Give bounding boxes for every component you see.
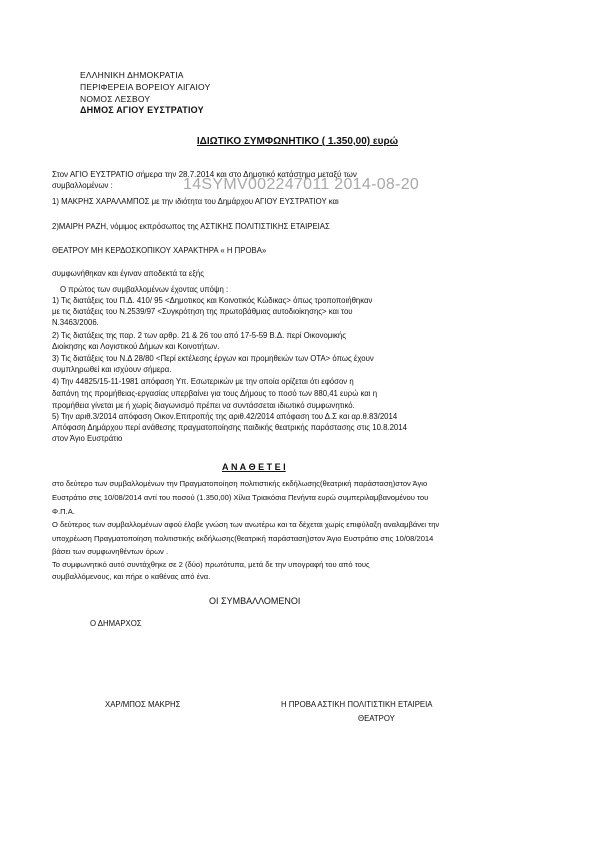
consideration-line: 1) Τις διατάξεις του Π.Δ. 410/ 95 <Δημοτικος και Κοινοτικός Κώδικας> όπως τροποποιήθηκαν	[52, 296, 373, 305]
consideration-line: Απόφαση Δημάρχου περί ανάθεσης πραγματοποίησης παιδικής θεατρικής παράστασης στις 10.8.2014	[52, 423, 407, 432]
consideration-line: συμπληρωθεί και ισχύουν σήμερα.	[52, 365, 172, 374]
party-2-continued: ΘΕΑΤΡΟΥ ΜΗ ΚΕΡΔΟΣΚΟΠΙΚΟΥ ΧΑΡΑΚΤΗΡΑ « Η ΠΡΟΒΑ»	[52, 246, 267, 255]
intro-line-1: Στον ΑΓΙΟ ΕΥΣΤΡΑΤΙΟ σήμερα την 28.7.2014 και στο Δημοτικό κατάστημα μεταξύ των	[52, 170, 357, 179]
header-republic: ΕΛΛΗΝΙΚΗ ΔΗΜΟΚΡΑΤΙΑ	[80, 70, 184, 80]
consideration-line: 4) Την 44825/15-11-1981 απόφαση Υπ. Εσωτερικών με την οποία ορίζεται ότι εφόσον η	[52, 377, 354, 386]
consideration-line: 2) Τις διατάξεις της παρ. 2 των αρθρ. 21 & 26 του από 17-5-59 Β.Δ. περί Οικονομικής	[52, 331, 347, 340]
company-name: Η ΠΡΟΒΑ ΑΣΤΙΚΗ ΠΟΛΙΤΙΣΤΙΚΗ ΕΤΑΙΡΕΙΑ	[281, 700, 433, 709]
consideration-line: Διοίκησης και Λογιστικού Δήμων και Κοινοτήτων.	[52, 342, 220, 351]
party-2: 2)ΜΑΙΡΗ ΡΑΖΗ, νόμιμος εκπρόσωπος της ΑΣΤΙΚΗΣ ΠΟΛΙΤΙΣΤΙΚΗΣ ΕΤΑΙΡΕΙΑΣ	[52, 222, 330, 231]
header-municipality: ΔΗΜΟΣ ΑΓΙΟΥ ΕΥΣΤΡΑΤΙΟΥ	[80, 105, 204, 115]
signatories-heading: ΟΙ ΣΥΜΒΑΛΛΟΜΕΝΟΙ	[209, 596, 301, 606]
registry-watermark: 14SYMV002247011 2014-08-20	[183, 176, 420, 193]
assignment-line: βάσει των συμφωνηθέντων όρων .	[52, 547, 169, 556]
document-title: ΙΔΙΩΤΙΚΟ ΣΥΜΦΩΝΗΤΙΚΟ ( 1.350,00) ευρώ	[196, 136, 399, 147]
consideration-line: με τις διατάξεις του Ν.2539/97 <Συγκρότηση της πρωτοβάθμιας αυτοδιοίκησης> και του	[52, 307, 353, 316]
consideration-line: Ν.3463/2006.	[52, 318, 99, 327]
company-name-continued: ΘΕΑΤΡΟΥ	[358, 714, 395, 723]
assignment-line: συμβαλλόμενους, και πήρε ο καθένας από ένα.	[52, 572, 211, 581]
header-prefecture: ΝΟΜΟΣ ΛΕΣΒΟΥ	[80, 94, 151, 104]
assignment-line: Ευστράτιο στις 10/08/2014 αντί του ποσού (1.350,00) Χίλια Τριακόσια Πενήντα ευρώ συμπεριλαμβανομένου του	[52, 493, 429, 502]
considering-line: Ο πρώτος των συμβαλλομένων έχοντας υπόψη :	[60, 285, 229, 294]
mayor-name: ΧΑΡ/ΜΠΟΣ ΜΑΚΡΗΣ	[105, 700, 181, 709]
consideration-line: δαπάνη της προμήθειας-εργασίας υπερβαίνει για τους Δήμους το ποσό των 880,41 ευρώ και η	[52, 389, 378, 398]
assign-heading: Α Ν Α Θ Ε Τ Ε Ι	[222, 462, 286, 472]
agreed-line: συμφωνήθηκαν και έγιναν αποδεκτά τα εξής	[52, 269, 204, 278]
consideration-line: 5) Την αριθ.3/2014 απόφαση Οικον.Επιτροπής της αριθ.42/2014 απόφαση του Δ.Σ και αρ.θ.83/2014	[52, 412, 398, 421]
consideration-line: προμήθεια γίνεται με ή χωρίς διαγωνισμό πρέπει να συντάσσεται ιδιωτικό συμφωνητικό.	[52, 401, 355, 410]
party-1: 1) ΜΑΚΡΗΣ ΧΑΡΑΛΑΜΠΟΣ με την ιδιότητα του Δημάρχου ΑΓΙΟΥ ΕΥΣΤΡΑΤΙΟΥ και	[52, 197, 339, 206]
consideration-line: στον Άγιο Ευστράτιο	[52, 434, 123, 443]
intro-line-2: συμβαλλομένων :	[52, 181, 113, 190]
assignment-line: Το συμφωνητικό αυτό συντάχθηκε σε 2 (δύο) πρωτότυπα, μετά δε την υπογραφή του από τους	[52, 560, 370, 569]
assignment-line: στο δεύτερο των συμβαλλομένων την Πραγματοποίηση πολιτιστικής εκδήλωσης(θεατρική παράσταση)στον Άγιο	[52, 479, 428, 488]
assignment-line: υποχρέωση Πραγματοποίηση πολιτιστικής εκδήλωσης(θεατρική παράσταση)στον Άγιο Ευστράτιο στις 10/08/2014	[52, 534, 434, 543]
mayor-title: Ο ΔΗΜΑΡΧΟΣ	[90, 619, 142, 628]
header-region: ΠΕΡΙΦΕΡΕΙΑ ΒΟΡΕΙΟΥ ΑΙΓΑΙΟΥ	[80, 82, 211, 92]
assignment-line: Φ.Π.Α.	[52, 507, 75, 516]
consideration-line: 3) Τις διατάξεις του Ν.Δ 28/80 <Περί εκτέλεσης έργων και προμηθειών των ΟΤΑ> όπως έχουν	[52, 354, 374, 363]
assignment-line: Ο δεύτερος των συμβαλλομένων αφού έλαβε γνώση των ανωτέρω και τα δέχεται χωρίς επιφύλαξη αναλαμβάνει την	[52, 520, 440, 529]
